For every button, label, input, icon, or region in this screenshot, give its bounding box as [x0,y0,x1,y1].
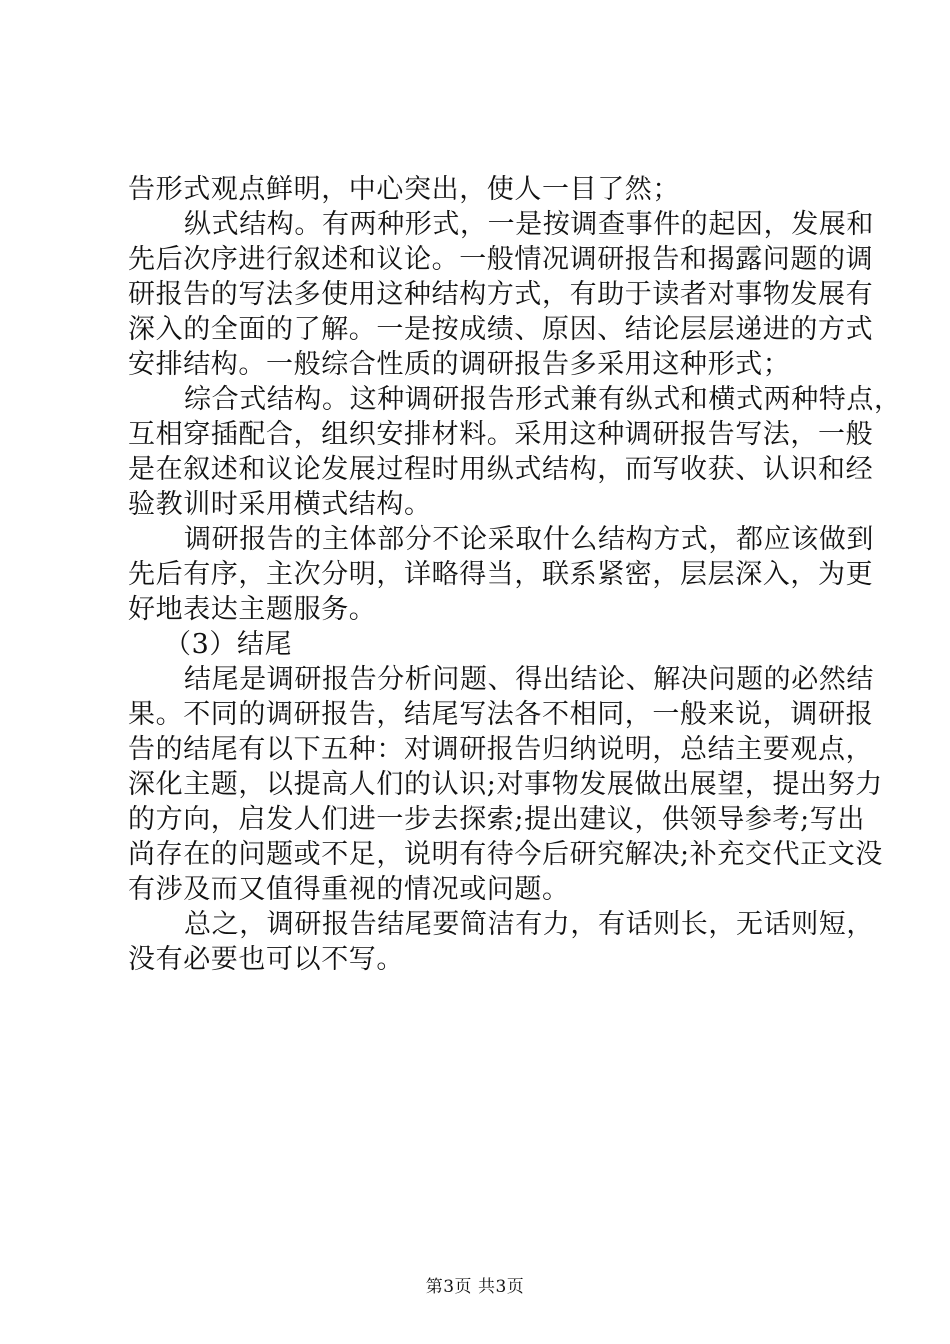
text-line: 果。不同的调研报告，结尾写法各不相同，一般来说，调研报 [128,699,874,730]
text-line: 结尾是调研报告分析问题、得出结论、解决问题的必然结 [184,664,874,695]
text-line: 深入的全面的了解。一是按成绩、原因、结论层层递进的方式 [128,314,874,345]
text-line: 尚存在的问题或不足，说明有待今后研究解决;补充交代正文没 [128,839,883,870]
text-line: 是在叙述和议论发展过程时用纵式结构，而写收获、认识和经 [128,454,874,485]
text-line: 研报告的写法多使用这种结构方式，有助于读者对事物发展有 [128,279,874,310]
text-line: 好地表达主题服务。 [128,594,377,625]
text-line: 综合式结构。这种调研报告形式兼有纵式和横式两种特点， [184,384,902,415]
text-line: 告的结尾有以下五种：对调研报告归纳说明，总结主要观点， [128,734,874,765]
text-line: 有涉及而又值得重视的情况或问题。 [128,874,570,905]
text-line: 总之，调研报告结尾要简洁有力，有话则长，无话则短， [184,909,874,940]
section-heading: （3）结尾 [164,629,293,660]
text-line: 先后有序，主次分明，详略得当，联系紧密，层层深入，为更 [128,559,874,590]
text-line: 安排结构。一般综合性质的调研报告多采用这种形式； [128,349,791,380]
text-line: 纵式结构。有两种形式，一是按调查事件的起因，发展和 [184,209,874,240]
text-line: 验教训时采用横式结构。 [128,489,432,520]
text-line: 的方向，启发人们进一步去探索;提出建议，供领导参考;写出 [128,804,865,835]
text-line: 没有必要也可以不写。 [128,944,404,975]
text-line: 告形式观点鲜明，中心突出，使人一目了然； [128,174,680,205]
text-line: 深化主题，以提高人们的认识;对事物发展做出展望，提出努力 [128,769,883,800]
text-line: 调研报告的主体部分不论采取什么结构方式，都应该做到 [184,524,874,555]
text-line: 互相穿插配合，组织安排材料。采用这种调研报告写法，一般 [128,419,874,450]
text-line: 先后次序进行叙述和议论。一般情况调研报告和揭露问题的调 [128,244,874,275]
page-footer: 第3页 共3页 [425,1277,525,1297]
document-body [128,172,902,977]
